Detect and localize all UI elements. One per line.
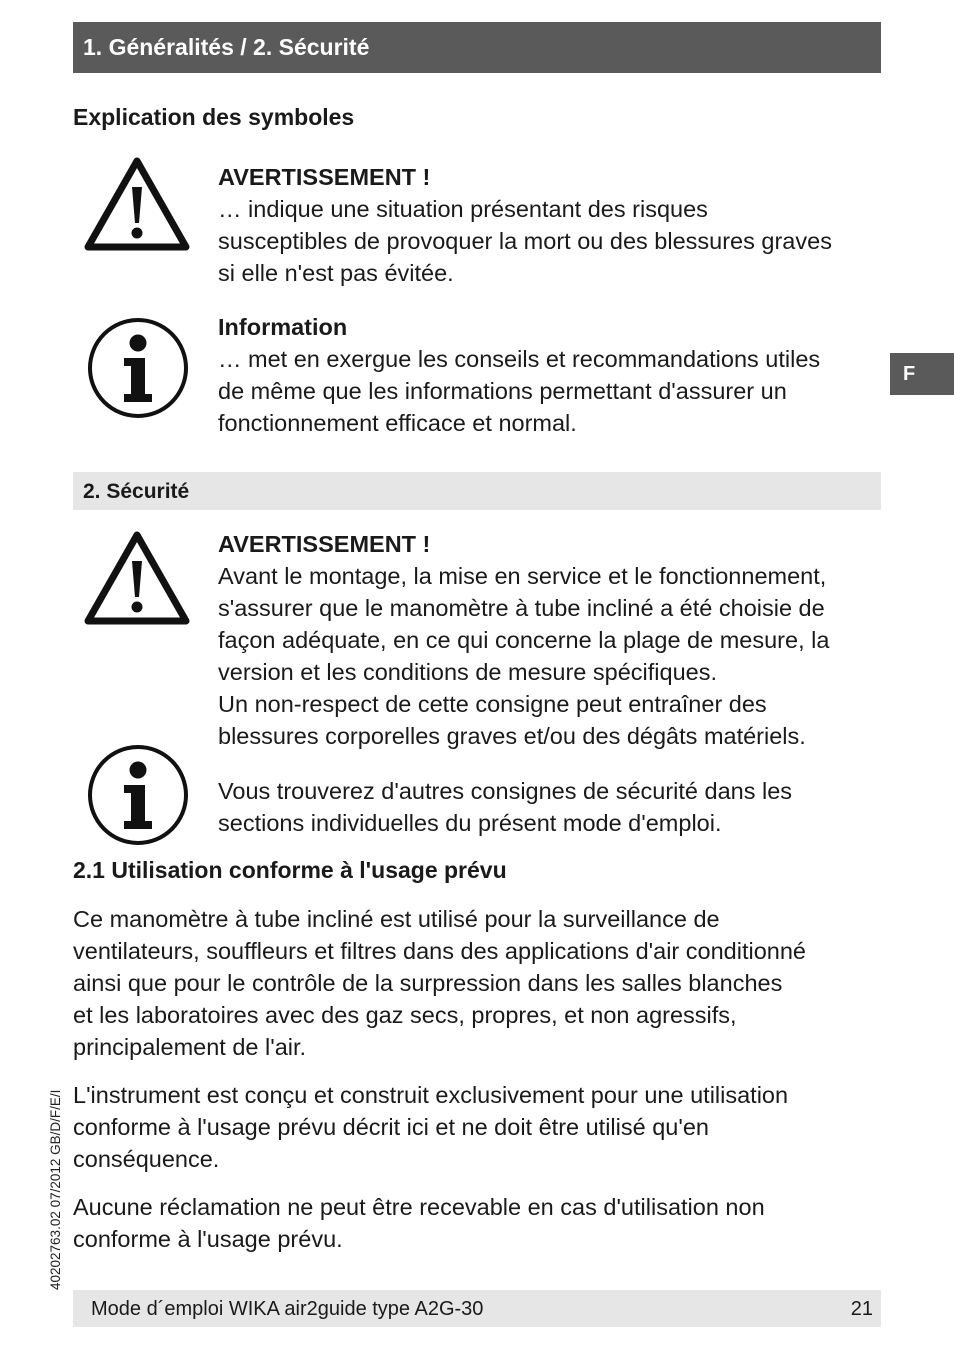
text-line: blessures corporelles graves et/ou des dégâts matériels.	[218, 723, 806, 749]
text-line: ventilateurs, souffleurs et filtres dans des applications d'air conditionné	[73, 938, 806, 964]
text-line: … met en exergue les conseils et recommandations utiles	[218, 346, 821, 372]
document-code: 40202763.02 07/2012 GB/D/F/E/I	[48, 1089, 63, 1290]
text-line: fonctionnement efficace et normal.	[218, 410, 577, 436]
text-line: et les laboratoires avec des gaz secs, propres, et non agressifs,	[73, 1002, 737, 1028]
symbol-information-block	[218, 311, 883, 439]
text-line: L'instrument est conçu et construit exclusivement pour une utilisation	[73, 1082, 789, 1108]
intended-use-heading: 2.1 Utilisation conforme à l'usage prévu	[73, 857, 507, 883]
text-line: s'assurer que le manomètre à tube incliné a été choisie de	[218, 595, 825, 621]
safety-warning-block	[218, 528, 883, 752]
text-line: Un non-respect de cette consigne peut entraîner des	[218, 691, 767, 717]
text-line: si elle n'est pas évitée.	[218, 260, 454, 286]
symbol-warning-title: AVERTISSEMENT !	[218, 164, 431, 190]
page-header	[73, 22, 881, 73]
text-line: Aucune réclamation ne peut être recevable en cas d'utilisation non	[73, 1194, 765, 1220]
intended-use-paragraph	[73, 903, 883, 1063]
safety-section-bar	[73, 472, 881, 510]
header-title: 1. Généralités / 2. Sécurité	[83, 34, 370, 60]
text-line: Ce manomètre à tube incliné est utilisé pour la surveillance de	[73, 906, 720, 932]
text-line: … indique une situation présentant des risques	[218, 196, 708, 222]
page-footer	[73, 1290, 881, 1327]
text-line: façon adéquate, en ce qui concerne la plage de mesure, la	[218, 627, 830, 653]
symbols-heading: Explication des symboles	[73, 104, 355, 130]
intended-use-paragraph	[73, 1079, 883, 1175]
text-line: Vous trouverez d'autres consignes de sécurité dans les	[218, 778, 793, 804]
language-tab	[890, 353, 954, 395]
footer-title: Mode d´emploi WIKA air2guide type A2G-30	[91, 1298, 484, 1320]
text-line: susceptibles de provoquer la mort ou des blessures graves	[218, 228, 832, 254]
text-line: Avant le montage, la mise en service et le fonctionnement,	[218, 563, 827, 589]
text-line: de même que les informations permettant d'assurer un	[218, 378, 787, 404]
safety-info-block	[218, 775, 883, 839]
warning-triangle-icon	[82, 155, 192, 253]
language-tab-label: F	[903, 363, 916, 385]
text-line: sections individuelles du présent mode d'emploi.	[218, 810, 722, 836]
text-line: principalement de l'air.	[73, 1034, 307, 1060]
text-line: conforme à l'usage prévu décrit ici et ne doit être utilisé qu'en	[73, 1114, 709, 1140]
warning-triangle-icon	[82, 529, 192, 627]
text-line: conséquence.	[73, 1146, 220, 1172]
text-line: conforme à l'usage prévu.	[73, 1226, 343, 1252]
symbol-warning-block	[218, 161, 883, 289]
text-line: ainsi que pour le contrôle de la surpression dans les salles blanches	[73, 970, 783, 996]
safety-warning-title: AVERTISSEMENT !	[218, 531, 431, 557]
intended-use-paragraph	[73, 1191, 883, 1255]
symbol-information-title: Information	[218, 314, 348, 340]
text-line: version et les conditions de mesure spécifiques.	[218, 659, 717, 685]
page-number: 21	[850, 1298, 873, 1320]
information-icon	[86, 743, 190, 847]
safety-heading: 2. Sécurité	[83, 480, 190, 503]
information-icon	[86, 316, 190, 420]
